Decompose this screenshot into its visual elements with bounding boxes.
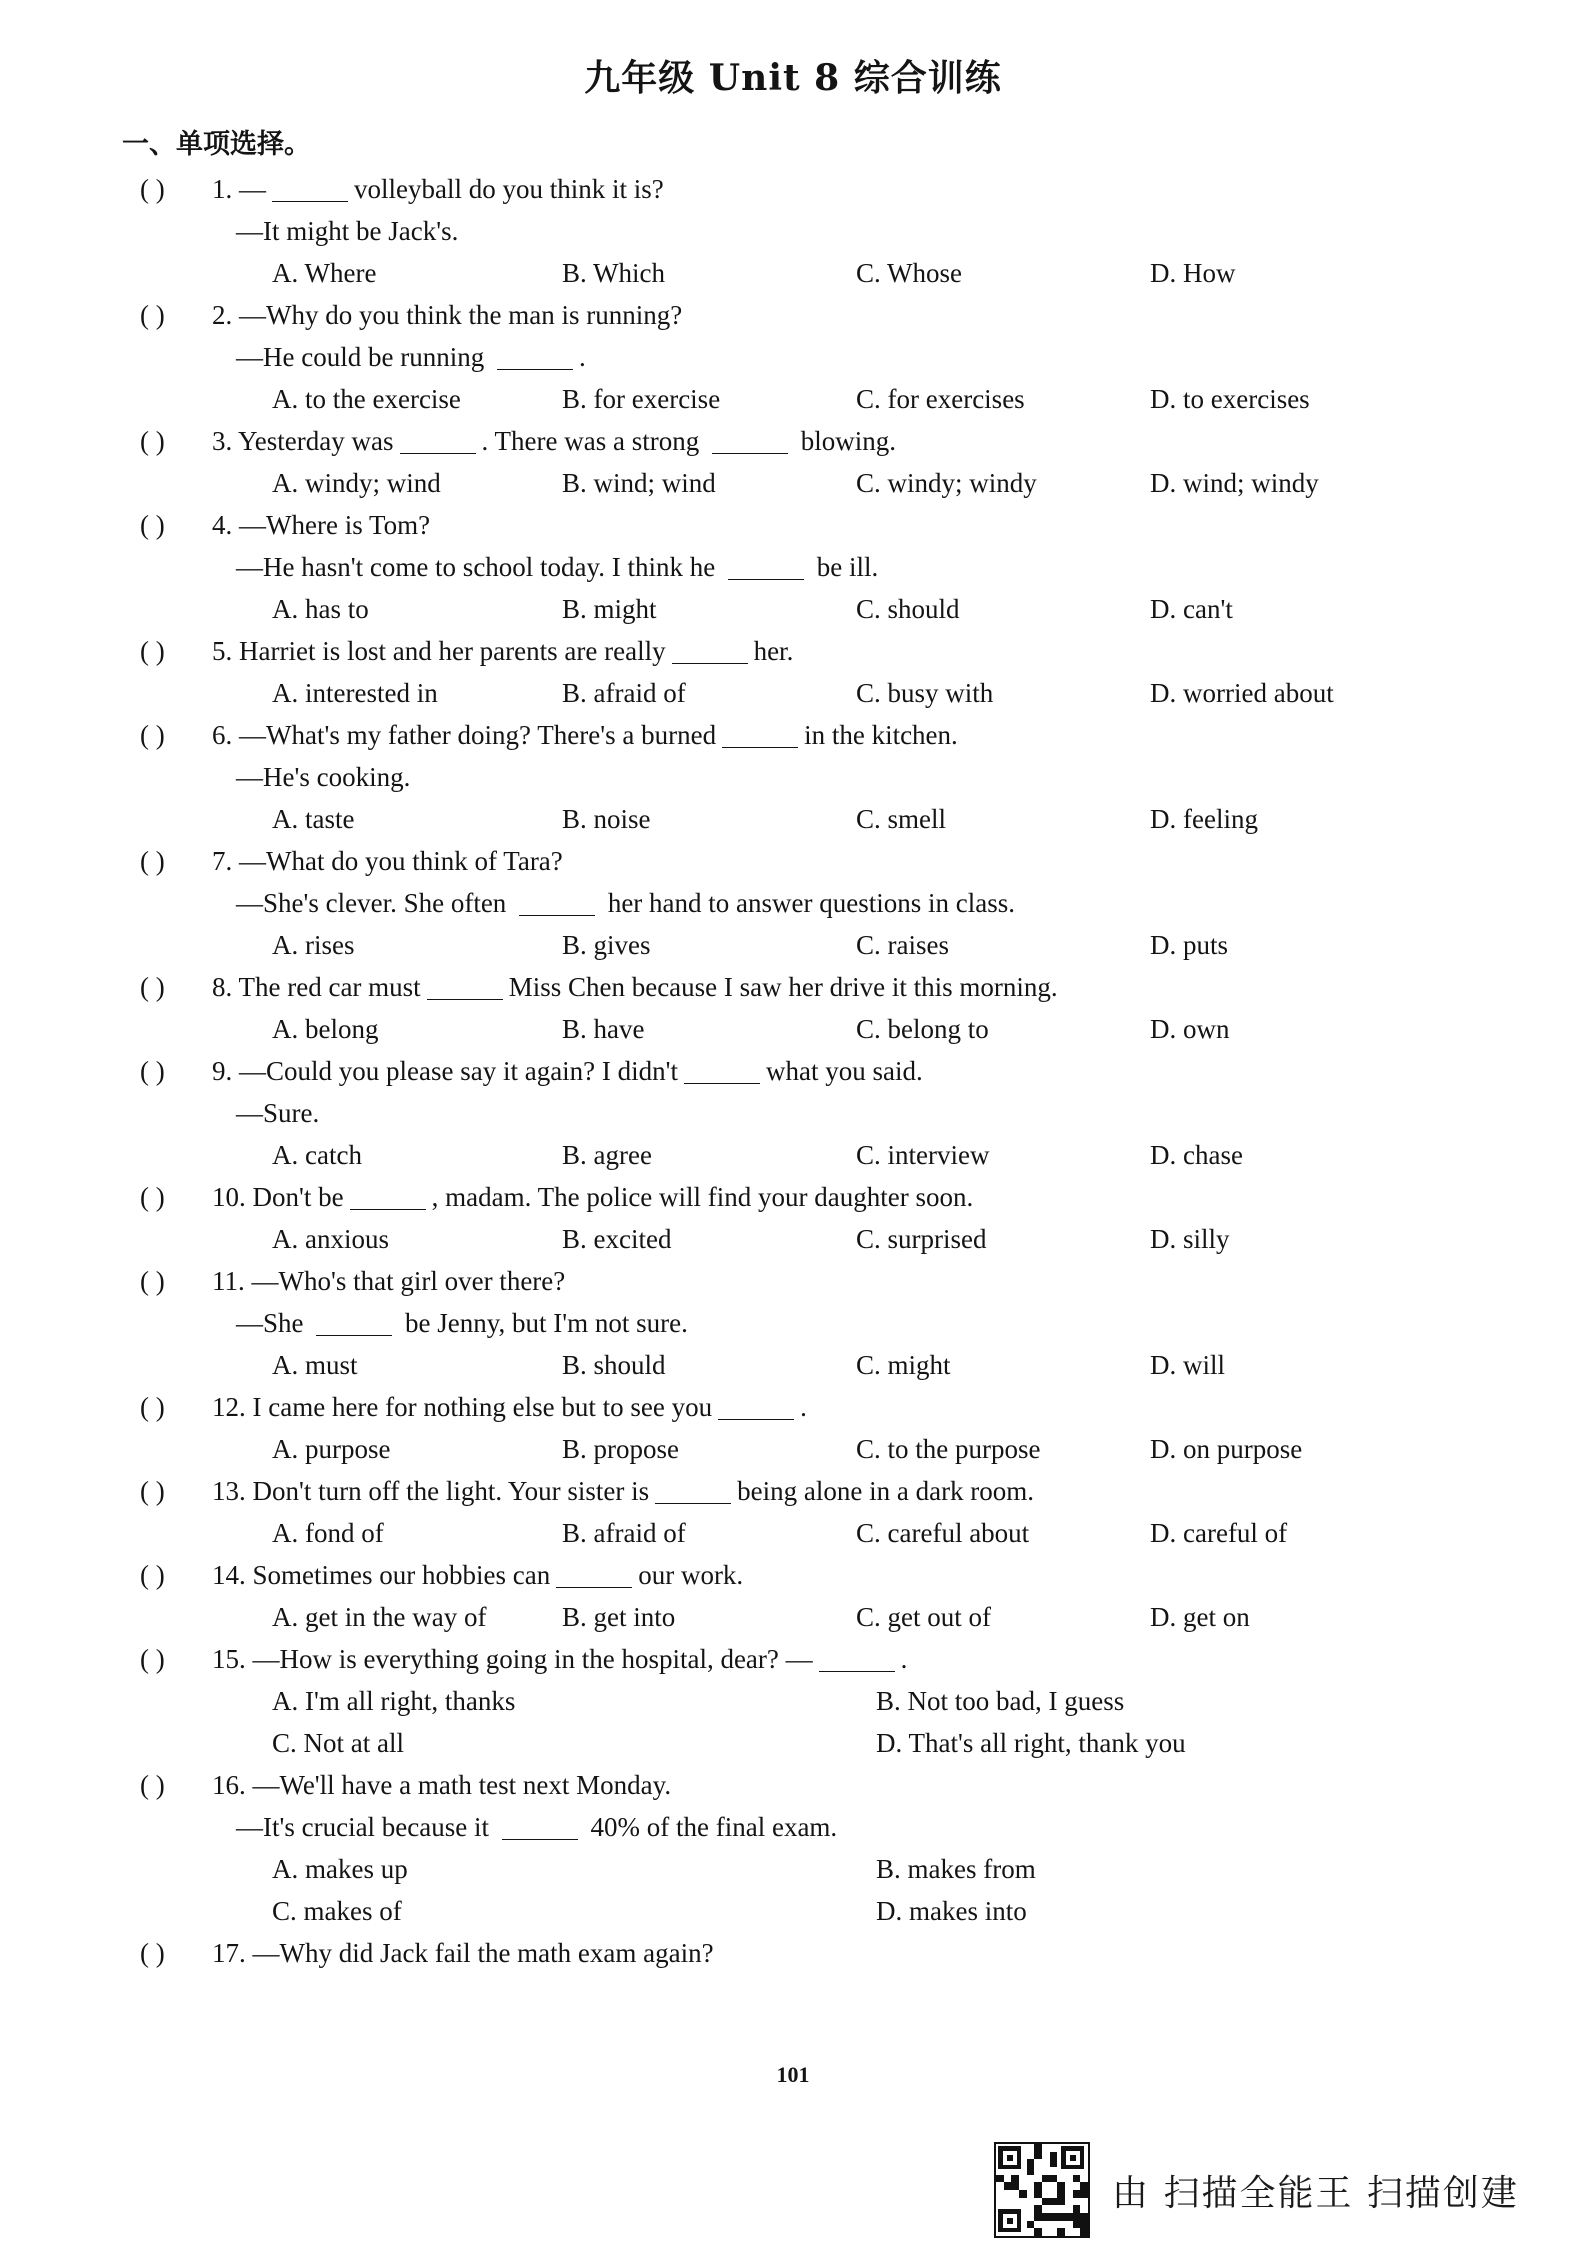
answer-paren[interactable]: ( ) <box>140 636 165 666</box>
options-row <box>132 924 1432 966</box>
question-stem <box>212 420 896 462</box>
options-row <box>132 1008 1432 1050</box>
options-row <box>132 1680 1432 1722</box>
question-stem <box>212 1470 1034 1512</box>
question-stem-line <box>132 1932 1432 1974</box>
question-stem-line <box>132 168 1432 210</box>
stem-before: —Why do you think the man is running? <box>239 300 683 330</box>
answer-paren[interactable]: ( ) <box>140 1056 165 1086</box>
option-c: C. windy; windy <box>856 468 1037 498</box>
option-c: C. might <box>856 1350 951 1380</box>
stem-before: —How is everything going in the hospital, dear? <box>252 1644 779 1674</box>
option-a: A. makes up <box>272 1854 408 1884</box>
option-d: D. get on <box>1150 1602 1250 1632</box>
options-row <box>132 462 1432 504</box>
stem-after: volleyball do you think it is? <box>354 174 664 204</box>
answer-blank <box>684 1057 760 1084</box>
stem-after: her. <box>753 636 794 666</box>
question-item <box>132 966 1432 1050</box>
option-c: C. busy with <box>856 678 994 708</box>
question-item <box>132 630 1432 714</box>
question-stem-line <box>132 1638 1432 1680</box>
stem-after: being alone in a dark room. <box>737 1476 1035 1506</box>
question-stem-line <box>132 1764 1432 1806</box>
page-number: 101 <box>776 2062 810 2087</box>
option-d: D. How <box>1150 258 1236 288</box>
answer-paren[interactable]: ( ) <box>140 174 165 204</box>
stem-before: —Where is Tom? <box>239 510 431 540</box>
question-stem <box>212 714 958 756</box>
option-d: D. careful of <box>1150 1518 1288 1548</box>
question-number: 1. <box>212 174 239 204</box>
answer-paren[interactable]: ( ) <box>140 972 165 1002</box>
question-number: 9. <box>212 1056 239 1086</box>
option-c: C. Whose <box>856 258 962 288</box>
question-response-line <box>132 1092 1432 1134</box>
stem-before: —Who's that girl over there? <box>251 1266 566 1296</box>
question-stem-line <box>132 966 1432 1008</box>
question-stem-line <box>132 1050 1432 1092</box>
question-item <box>132 1932 1432 1974</box>
option-c: C. belong to <box>856 1014 989 1044</box>
qr-code-icon <box>994 2142 1090 2238</box>
question-stem <box>212 966 1058 1008</box>
option-b: B. makes from <box>876 1854 1036 1884</box>
stem-before: Don't turn off the light. Your sister is <box>252 1476 650 1506</box>
option-c: C. should <box>856 594 960 624</box>
footer-text: 由 扫描全能王 扫描创建 <box>1112 2172 1519 2214</box>
option-c: C. for exercises <box>856 384 1025 414</box>
scanner-footer <box>994 2140 1519 2240</box>
option-c: C. makes of <box>272 1896 402 1926</box>
answer-blank <box>316 1309 392 1336</box>
answer-paren[interactable]: ( ) <box>140 300 165 330</box>
option-c: C. careful about <box>856 1518 1030 1548</box>
answer-blank <box>712 427 788 454</box>
question-stem-line <box>132 294 1432 336</box>
question-number: 13. <box>212 1476 253 1506</box>
stem-after: . There was a strong blowing. <box>481 426 896 456</box>
stem-before: Don't be <box>252 1182 344 1212</box>
option-b: B. get into <box>562 1602 676 1632</box>
question-item <box>132 420 1432 504</box>
option-b: B. afraid of <box>562 678 686 708</box>
question-item <box>132 714 1432 840</box>
question-response: —Sure. <box>236 1098 320 1128</box>
options-row <box>132 1596 1432 1638</box>
question-response: —He could be running . <box>236 342 586 372</box>
question-response-line <box>132 1302 1432 1344</box>
option-a: A. windy; wind <box>272 468 441 498</box>
option-b: B. Not too bad, I guess <box>876 1686 1125 1716</box>
question-number: 4. <box>212 510 239 540</box>
stem-after: what you said. <box>766 1056 923 1086</box>
options-row <box>132 1134 1432 1176</box>
options-row <box>132 672 1432 714</box>
option-b: B. Which <box>562 258 665 288</box>
answer-blank <box>728 553 804 580</box>
question-item <box>132 1638 1432 1764</box>
question-response-line <box>132 336 1432 378</box>
option-a: A. purpose <box>272 1434 391 1464</box>
option-d: D. That's all right, thank you <box>876 1728 1186 1758</box>
question-number: 7. <box>212 846 239 876</box>
stem-after: Miss Chen because I saw her drive it this morning. <box>508 972 1058 1002</box>
question-stem-line <box>132 1554 1432 1596</box>
option-a: A. catch <box>272 1140 362 1170</box>
answer-paren[interactable]: ( ) <box>140 846 165 876</box>
stem-before: —What's my father doing? There's a burned <box>239 720 717 750</box>
options-row <box>132 1848 1432 1890</box>
question-response-line <box>132 1806 1432 1848</box>
answer-blank <box>350 1183 426 1210</box>
option-d: D. will <box>1150 1350 1226 1380</box>
question-item <box>132 1554 1432 1638</box>
question-stem-line <box>132 1176 1432 1218</box>
question-number: 6. <box>212 720 239 750</box>
options-row <box>132 588 1432 630</box>
answer-paren[interactable]: ( ) <box>140 1770 165 1800</box>
option-d: D. can't <box>1150 594 1233 624</box>
option-d: D. on purpose <box>1150 1434 1303 1464</box>
question-item <box>132 1764 1432 1932</box>
question-number: 14. <box>212 1560 253 1590</box>
question-response-line <box>132 210 1432 252</box>
answer-blank <box>556 1561 632 1588</box>
question-stem <box>212 840 563 882</box>
option-c: C. Not at all <box>272 1728 404 1758</box>
answer-paren[interactable]: ( ) <box>140 1476 165 1506</box>
answer-paren[interactable]: ( ) <box>140 1266 165 1296</box>
options-row <box>132 1344 1432 1386</box>
question-number: 16. <box>212 1770 253 1800</box>
question-response-line <box>132 882 1432 924</box>
option-b: B. have <box>562 1014 645 1044</box>
option-d: D. silly <box>1150 1224 1230 1254</box>
answer-blank <box>655 1477 731 1504</box>
question-response: —He's cooking. <box>236 762 411 792</box>
question-stem-line <box>132 1260 1432 1302</box>
stem-before: Sometimes our hobbies can <box>252 1560 551 1590</box>
stem-before: Yesterday was <box>238 426 394 456</box>
option-c: C. get out of <box>856 1602 991 1632</box>
section-heading: 一、单项选择。 <box>122 129 311 160</box>
option-a: A. to the exercise <box>272 384 461 414</box>
answer-paren[interactable]: ( ) <box>140 510 165 540</box>
option-b: B. agree <box>562 1140 652 1170</box>
stem-before: I came here for nothing else but to see you <box>252 1392 713 1422</box>
answer-blank <box>722 721 798 748</box>
question-stem-line <box>132 1386 1432 1428</box>
question-item <box>132 1176 1432 1260</box>
question-stem <box>212 1050 923 1092</box>
question-item <box>132 1386 1432 1470</box>
option-a: A. rises <box>272 930 355 960</box>
question-stem <box>212 1176 973 1218</box>
option-c: C. surprised <box>856 1224 987 1254</box>
option-a: A. must <box>272 1350 358 1380</box>
option-a: A. taste <box>272 804 355 834</box>
option-d: D. to exercises <box>1150 384 1310 414</box>
option-d: D. own <box>1150 1014 1230 1044</box>
option-b: B. for exercise <box>562 384 721 414</box>
question-number: 3. <box>212 426 238 456</box>
question-stem <box>212 1638 907 1680</box>
question-response-line <box>132 756 1432 798</box>
question-stem-line <box>132 420 1432 462</box>
question-response: —It might be Jack's. <box>236 216 459 246</box>
question-item <box>132 1050 1432 1176</box>
options-row <box>132 1890 1432 1932</box>
question-item <box>132 168 1432 294</box>
answer-blank <box>502 1813 578 1840</box>
option-d: D. wind; windy <box>1150 468 1319 498</box>
question-response: —He hasn't come to school today. I think he be ill. <box>236 552 879 582</box>
question-item <box>132 504 1432 630</box>
stem-after: our work. <box>638 1560 744 1590</box>
question-number: 2. <box>212 300 239 330</box>
options-row <box>132 378 1432 420</box>
question-item <box>132 1470 1432 1554</box>
option-a: A. get in the way of <box>272 1602 487 1632</box>
question-stem <box>212 1932 714 1974</box>
stem-before: —What do you think of Tara? <box>239 846 563 876</box>
option-c: C. smell <box>856 804 947 834</box>
stem-before: —Could you please say it again? I didn't <box>239 1056 679 1086</box>
question-stem <box>212 1554 743 1596</box>
stem-after: . <box>800 1392 807 1422</box>
option-b: B. afraid of <box>562 1518 686 1548</box>
option-a: A. interested in <box>272 678 438 708</box>
answer-blank <box>497 343 573 370</box>
option-d: D. makes into <box>876 1896 1027 1926</box>
answer-blank <box>819 1645 895 1672</box>
question-response: —She be Jenny, but I'm not sure. <box>236 1308 688 1338</box>
stem-after: — . <box>785 1644 908 1674</box>
question-number: 11. <box>212 1266 252 1296</box>
option-a: A. has to <box>272 594 369 624</box>
question-stem <box>212 1386 807 1428</box>
option-d: D. puts <box>1150 930 1229 960</box>
answer-paren[interactable]: ( ) <box>140 1644 165 1674</box>
option-b: B. propose <box>562 1434 679 1464</box>
answer-blank <box>400 427 476 454</box>
answer-paren[interactable]: ( ) <box>140 1392 165 1422</box>
question-item <box>132 840 1432 966</box>
answer-blank <box>272 175 348 202</box>
answer-paren[interactable]: ( ) <box>140 720 165 750</box>
answer-paren[interactable]: ( ) <box>140 426 165 456</box>
question-stem <box>212 630 793 672</box>
answer-paren[interactable]: ( ) <box>140 1938 165 1968</box>
option-a: A. I'm all right, thanks <box>272 1686 516 1716</box>
question-stem <box>212 294 682 336</box>
question-number: 8. <box>212 972 239 1002</box>
question-number: 5. <box>212 636 239 666</box>
answer-blank <box>519 889 595 916</box>
answer-paren[interactable]: ( ) <box>140 1182 165 1212</box>
question-response: —She's clever. She often her hand to answer questions in class. <box>236 888 1015 918</box>
option-a: A. belong <box>272 1014 379 1044</box>
options-row <box>132 1218 1432 1260</box>
stem-after: , madam. The police will find your daughter soon. <box>431 1182 974 1212</box>
page-title: 九年级 Unit 8 综合训练 <box>584 57 1002 99</box>
option-a: A. fond of <box>272 1518 384 1548</box>
question-stem <box>212 1764 671 1806</box>
answer-blank <box>427 973 503 1000</box>
stem-before: —Why did Jack fail the math exam again? <box>252 1938 714 1968</box>
option-b: B. gives <box>562 930 651 960</box>
options-row <box>132 798 1432 840</box>
option-a: A. anxious <box>272 1224 389 1254</box>
option-b: B. excited <box>562 1224 672 1254</box>
question-number: 15. <box>212 1644 253 1674</box>
question-stem-line <box>132 1470 1432 1512</box>
stem-before: —We'll have a math test next Monday. <box>252 1770 672 1800</box>
option-c: C. interview <box>856 1140 990 1170</box>
option-a: A. Where <box>272 258 377 288</box>
answer-blank <box>718 1393 794 1420</box>
option-b: B. noise <box>562 804 651 834</box>
option-b: B. might <box>562 594 657 624</box>
option-d: D. chase <box>1150 1140 1243 1170</box>
question-number: 10. <box>212 1182 253 1212</box>
question-stem-line <box>132 630 1432 672</box>
stem-before: — <box>239 174 266 204</box>
options-row <box>132 1722 1432 1764</box>
question-list <box>132 168 1432 1974</box>
question-stem-line <box>132 714 1432 756</box>
question-response: —It's crucial because it 40% of the final exam. <box>236 1812 838 1842</box>
option-d: D. worried about <box>1150 678 1334 708</box>
option-b: B. should <box>562 1350 666 1380</box>
option-c: C. raises <box>856 930 949 960</box>
options-row <box>132 252 1432 294</box>
question-stem <box>212 504 430 546</box>
stem-before: Harriet is lost and her parents are really <box>239 636 666 666</box>
stem-before: The red car must <box>238 972 421 1002</box>
answer-paren[interactable]: ( ) <box>140 1560 165 1590</box>
question-number: 17. <box>212 1938 253 1968</box>
options-row <box>132 1512 1432 1554</box>
question-stem-line <box>132 504 1432 546</box>
question-stem <box>212 1260 565 1302</box>
option-c: C. to the purpose <box>856 1434 1041 1464</box>
question-item <box>132 294 1432 420</box>
question-item <box>132 1260 1432 1386</box>
options-row <box>132 1428 1432 1470</box>
answer-blank <box>672 637 748 664</box>
question-stem <box>212 168 664 210</box>
question-number: 12. <box>212 1392 253 1422</box>
option-b: B. wind; wind <box>562 468 716 498</box>
stem-after: in the kitchen. <box>804 720 958 750</box>
question-stem-line <box>132 840 1432 882</box>
option-d: D. feeling <box>1150 804 1258 834</box>
question-response-line <box>132 546 1432 588</box>
